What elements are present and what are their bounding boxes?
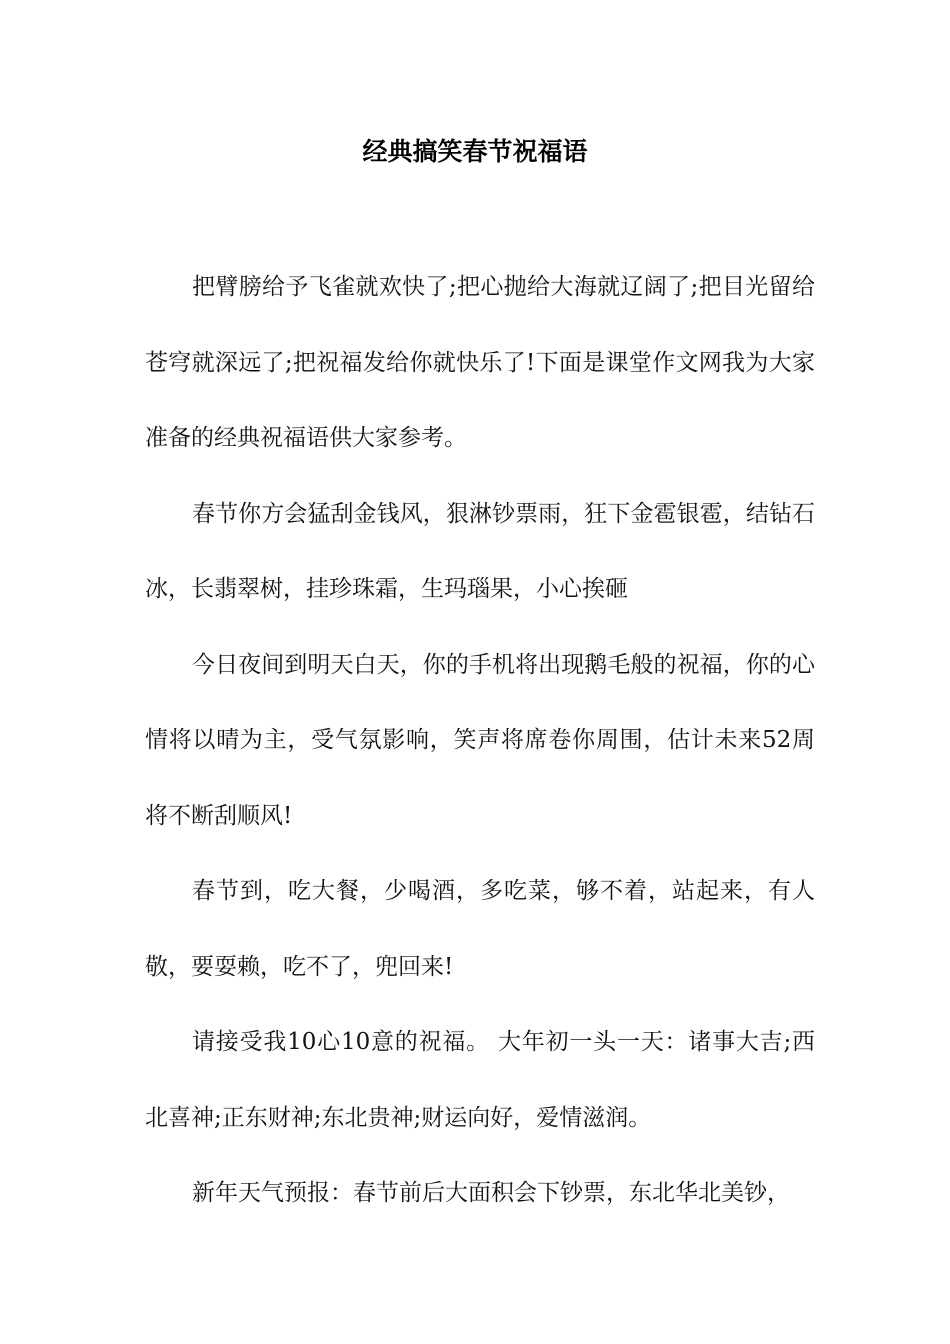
document-body bbox=[145, 250, 815, 1232]
document-title: 经典搞笑春节祝福语 bbox=[362, 137, 588, 166]
paragraph-blessing-3: 春节到，吃大餐，少喝酒，多吃菜，够不着，站起来，有人敬，要耍赖，吃不了，兜回来! bbox=[145, 878, 815, 980]
paragraph-blessing-2: 今日夜间到明天白天，你的手机将出现鹅毛般的祝福，你的心情将以晴为主，受气氛影响，笑声将席卷你周围，估计未来52周将不断刮顺风! bbox=[145, 651, 815, 829]
paragraph-intro: 把臂膀给予飞雀就欢快了;把心抛给大海就辽阔了;把目光留给苍穹就深远了;把祝福发给你就快乐了!下面是课堂作文网我为大家准备的经典祝福语供大家参考。 bbox=[145, 274, 815, 451]
paragraph-blessing-5: 新年天气预报：春节前后大面积会下钞票，东北华北美钞， bbox=[192, 1180, 790, 1206]
paragraph-blessing-1: 春节你方会猛刮金钱风，狠淋钞票雨，狂下金雹银雹，结钻石冰，长翡翠树，挂珍珠霜，生玛瑙果，小心挨砸 bbox=[145, 500, 815, 602]
paragraph-blessing-4: 请接受我10心10意的祝福。 大年初一头一天：诸事大吉;西北喜神;正东财神;东北贵神;财运向好，爱情滋润。 bbox=[145, 1029, 815, 1131]
